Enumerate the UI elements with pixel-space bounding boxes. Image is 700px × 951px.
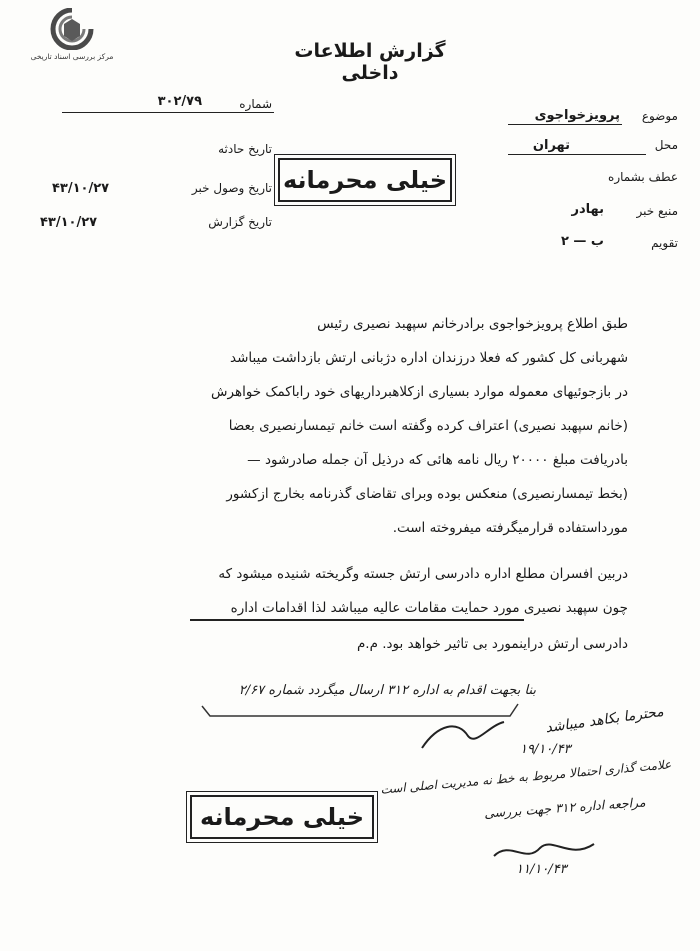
- number-label: شماره: [239, 97, 272, 111]
- archive-emblem-icon: [50, 8, 94, 50]
- body-line: دادرسی ارتش دراینمورد بی تاثیر خواهد بود. م.م: [356, 636, 628, 652]
- body-line: شهربانی کل کشور که فعلا درزندان اداره دژبانی ارتش بازداشت میباشد: [230, 350, 628, 366]
- number-value: ۳۰۲/۷۹: [157, 94, 202, 109]
- reference-label: عطف بشماره: [608, 170, 678, 184]
- archive-logo: [12, 8, 132, 66]
- subject-value: پرویزخواجوی: [534, 108, 620, 123]
- source-label: منبع خبر: [636, 204, 678, 218]
- report-date-label: تاریخ گزارش: [208, 215, 272, 229]
- body-line: بادریافت مبلغ ۲۰۰۰۰ ریال نامه هائی که درذیل آن جمله صادرشود —: [247, 452, 628, 468]
- location-label: محل: [654, 138, 678, 152]
- body-line: طبق اطلاع پرویزخواجوی برادرخانم سپهبد نصیری رئیس: [317, 316, 628, 332]
- receive-date-value: ۴۳/۱۰/۲۷: [52, 181, 110, 196]
- body-line: چون سپهبد نصیری مورد حمایت مقامات عالیه میباشد لذا اقدامات اداره: [230, 600, 628, 616]
- receive-date-label: تاریخ وصول خبر: [191, 181, 272, 195]
- body-line: دربین افسران مطلع اداره دادرسی ارتش جسته وگریخته شنیده میشود که: [218, 566, 628, 582]
- handwritten-date: ۱۱/۱۰/۴۳: [516, 862, 567, 877]
- body-line: مورداستفاده قرارمیگرفته میفروخته است.: [392, 520, 628, 536]
- handwritten-date: ۱۹/۱۰/۴۳: [520, 742, 571, 757]
- signature-stroke-icon: [418, 716, 508, 756]
- body-line: (بخط تیمسارنصیری) منعکس بوده وبرای تقاضای گذرنامه بخارج ازکشور: [226, 486, 628, 502]
- subject-label: موضوع: [641, 109, 678, 123]
- location-value: تهران: [532, 138, 570, 153]
- bottom-confidential-stamp: خیلی محرمانه: [190, 795, 374, 839]
- action-note: بنا بجهت اقدام به اداره ۳۱۲ ارسال میگردد شماره ۲/۶۷: [238, 683, 536, 698]
- calendar-value: ب — ۲: [560, 234, 604, 249]
- body-line: (خانم سپهبد نصیری) اعتراف کرده وگفته است خانم تیمسارنصیری بعضا: [228, 418, 628, 434]
- document-title: گزارش اطلاعات داخلی: [294, 40, 446, 84]
- handwritten-note: علامت گذاری احتمالا مربوط به خط نه مدیریت اصلی است: [380, 757, 673, 797]
- handwritten-note: مراجعه اداره ۳۱۲ جهت بررسی: [483, 794, 647, 821]
- report-date-value: ۴۳/۱۰/۲۷: [40, 215, 98, 230]
- incident-date-label: تاریخ حادثه: [218, 142, 272, 156]
- calendar-label: تقویم: [651, 236, 678, 250]
- logo-caption: مرکز بررسی اسناد تاریخی: [30, 52, 114, 61]
- source-value: بهادر: [571, 202, 604, 217]
- handwritten-note: محترما بکاهد میباشد: [544, 703, 665, 737]
- top-confidential-stamp: خیلی محرمانه: [278, 158, 452, 202]
- body-line: در بازجوئیهای معموله موارد بسیاری ازکلاهبرداریهای خود راباکمک خواهرش: [211, 384, 628, 400]
